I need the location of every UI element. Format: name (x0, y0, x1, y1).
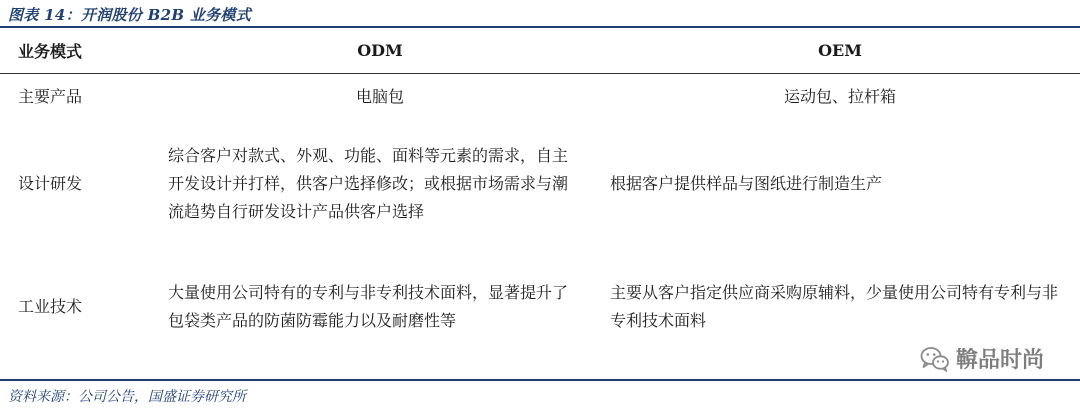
table-header-row (0, 28, 1080, 73)
odm-cell: 电脑包 (355, 87, 404, 106)
row-label: 主要产品 (18, 87, 83, 106)
oem-cell: 主要从客户指定供应商采购原辅料，少量使用公司特有专利与非专利技术面料 (610, 283, 1059, 330)
wechat-icon (920, 346, 950, 372)
table-row (0, 247, 1080, 367)
row-label: 设计研发 (18, 174, 83, 193)
header-odm: ODM (357, 41, 403, 60)
figure-title: 图表 14：开润股份 B2B 业务模式 (8, 6, 252, 24)
header-oem: OEM (818, 41, 862, 60)
table-row (0, 73, 1080, 121)
business-model-table (0, 28, 1080, 367)
watermark (920, 343, 1044, 374)
oem-cell: 根据客户提供样品与图纸进行制造生产 (610, 174, 883, 193)
odm-cell: 大量使用公司特有的专利与非专利技术面料，显著提升了包袋类产品的防菌防霉能力以及耐磨性等 (168, 283, 569, 330)
row-label: 工业技术 (18, 297, 83, 316)
header-business-model: 业务模式 (18, 42, 83, 61)
oem-cell: 运动包、拉杆箱 (783, 87, 896, 106)
watermark-text: 鞥品时尚 (955, 348, 1044, 373)
source-note: 资料来源：公司公告，国盛证券研究所 (8, 389, 246, 405)
bottom-rule (0, 379, 1080, 381)
odm-cell: 综合客户对款式、外观、功能、面料等元素的需求，自主开发设计并打样，供客户选择修改；或根据市场需求与潮流趋势自行研发设计产品供客户选择 (168, 146, 569, 221)
table-row (0, 121, 1080, 247)
